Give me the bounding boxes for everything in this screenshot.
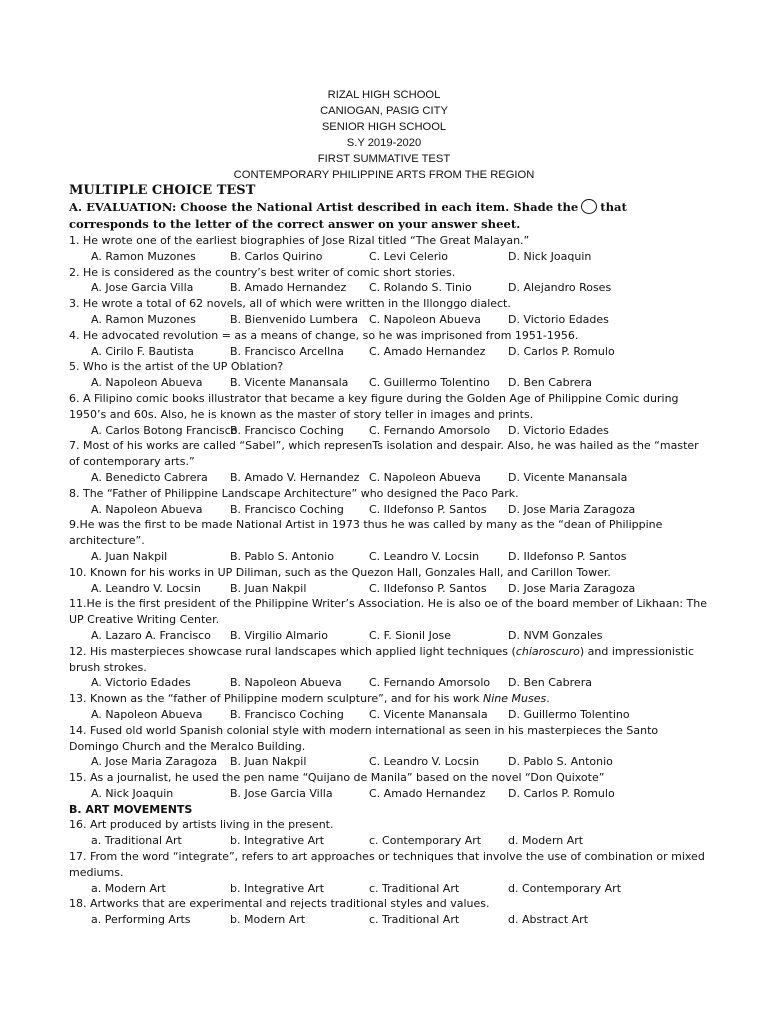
answer-option: A. Jose Maria Zaragoza bbox=[91, 755, 218, 769]
question-text: 1. He wrote one of the earliest biographies of Jose Rizal titled “The Great Malayan.” bbox=[69, 234, 530, 247]
answer-option: B. Virgilio Almario bbox=[230, 628, 328, 642]
answer-option: D. Vicente Manansala bbox=[508, 470, 628, 484]
school-year: S.Y 2019-2020 bbox=[346, 137, 422, 149]
answer-option: C. F. Sionil Jose bbox=[369, 628, 452, 642]
answer-option: D. Alejandro Roses bbox=[508, 281, 612, 295]
answer-options bbox=[69, 249, 709, 265]
question-text: 4. He advocated revolution = as a means of change, so he was imprisoned from 1951-1956. bbox=[69, 328, 579, 342]
answer-option: B. Bienvenido Lumbera bbox=[230, 312, 359, 326]
answer-option: B. Amado Hernandez bbox=[230, 281, 347, 295]
question-text: 18. Artworks that are experimental and rejects traditional styles and values. bbox=[69, 897, 490, 911]
question-text-part: ) and impressionistic brush strokes. bbox=[69, 644, 695, 674]
answer-option: A. Jose Garcia Villa bbox=[91, 281, 194, 295]
answer-option: B. Vicente Manansala bbox=[230, 376, 349, 390]
answer-option: B. Juan Nakpil bbox=[230, 581, 307, 595]
answer-option: C. Leandro V. Locsin bbox=[369, 549, 480, 563]
answer-option: C. Leandro V. Locsin bbox=[369, 755, 480, 769]
question-text bbox=[69, 644, 709, 676]
answer-option: C. Levi Celerio bbox=[369, 249, 449, 263]
answer-option: c. Traditional Art bbox=[369, 913, 460, 927]
answer-option: D. Jose Maria Zaragoza bbox=[508, 502, 636, 516]
answer-option: C. Amado Hernandez bbox=[369, 344, 486, 358]
answer-options bbox=[69, 280, 709, 296]
question-text-part: 12. His masterpieces showcase rural landscapes which applied light techniques ( bbox=[69, 644, 516, 658]
answer-option: B. Francisco Arcellna bbox=[230, 344, 344, 358]
answer-option: d. Abstract Art bbox=[508, 913, 589, 927]
document-header bbox=[0, 87, 768, 183]
answer-option: D. Pablo S. Antonio bbox=[508, 755, 613, 769]
answer-option: A. Lazaro A. Francisco bbox=[91, 628, 211, 642]
answer-option: A. Ramon Muzones bbox=[91, 249, 196, 263]
question-italic-title: chiaroscuro bbox=[515, 644, 580, 658]
question-text: 17. From the word “integrate”, refers to art approaches or techniques that involve the use of combination or mixed mediums. bbox=[69, 850, 705, 879]
answer-options bbox=[69, 912, 709, 928]
answer-option: C. Fernando Amorsolo bbox=[369, 676, 491, 690]
instruction-part-1: A. EVALUATION: Choose the National Artist described in each item. Shade the bbox=[69, 200, 579, 214]
question-text: 8. The “Father of Philippine Landscape Architecture” who designed the Paco Park. bbox=[69, 486, 519, 500]
answer-options bbox=[69, 628, 709, 644]
answer-option: D. Victorio Edades bbox=[508, 423, 609, 437]
section-b-questions bbox=[69, 817, 709, 928]
answer-option: C. Vicente Manansala bbox=[369, 707, 488, 721]
answer-options bbox=[69, 786, 709, 802]
question-text: 7. Most of his works are called “Sabel”, which represenTs isolation and despair. Also, he was hailed as the “master of contemporary arts.” bbox=[69, 439, 699, 469]
answer-option: D. NVM Gonzales bbox=[508, 628, 603, 642]
test-name: FIRST SUMMATIVE TEST bbox=[317, 153, 451, 165]
answer-bubble-icon bbox=[581, 199, 597, 214]
answer-option: A. Victorio Edades bbox=[91, 676, 191, 690]
answer-option: B. Francisco Coching bbox=[230, 707, 344, 721]
question-text: 5. Who is the artist of the UP Oblation? bbox=[69, 360, 284, 374]
answer-option: B. Amado V. Hernandez bbox=[230, 470, 360, 484]
subject-name: CONTEMPORARY PHILIPPINE ARTS FROM THE REGION bbox=[233, 169, 535, 181]
school-level: SENIOR HIGH SCHOOL bbox=[321, 121, 447, 133]
answer-option: A. Benedicto Cabrera bbox=[91, 470, 208, 484]
answer-option: C. Fernando Amorsolo bbox=[369, 423, 491, 437]
answer-option: A. Juan Nakpil bbox=[91, 549, 168, 563]
answer-options bbox=[69, 375, 709, 391]
answer-option: B. Carlos Quirino bbox=[230, 249, 323, 263]
answer-option: a. Modern Art bbox=[91, 881, 166, 895]
answer-option: C. Ildefonso P. Santos bbox=[369, 581, 487, 595]
answer-option: B. Francisco Coching bbox=[230, 502, 344, 516]
question-text: 14. Fused old world Spanish colonial style with modern international as seen in his masterpieces the Santo Domingo Church and the Meralco Building. bbox=[69, 723, 659, 753]
answer-option: a. Performing Arts bbox=[91, 913, 191, 927]
answer-option: D. Carlos P. Romulo bbox=[508, 786, 615, 800]
question-text bbox=[69, 691, 709, 707]
answer-option: C. Guillermo Tolentino bbox=[369, 376, 490, 390]
answer-option: C. Napoleon Abueva bbox=[369, 470, 481, 484]
answer-option: D. Victorio Edades bbox=[508, 312, 609, 326]
answer-options bbox=[69, 549, 709, 565]
answer-option: c. Traditional Art bbox=[369, 881, 460, 895]
answer-option: D. Jose Maria Zaragoza bbox=[508, 581, 636, 595]
answer-option: C. Rolando S. Tinio bbox=[369, 281, 472, 295]
answer-option: B. Napoleon Abueva bbox=[230, 676, 342, 690]
school-address: CANIOGAN, PASIG CITY bbox=[320, 105, 448, 117]
answer-option: B. Pablo S. Antonio bbox=[230, 549, 334, 563]
answer-option: A. Napoleon Abueva bbox=[91, 707, 203, 721]
school-name: RIZAL HIGH SCHOOL bbox=[327, 89, 441, 101]
answer-options bbox=[69, 581, 709, 597]
answer-option: b. Integrative Art bbox=[230, 881, 325, 895]
answer-option: D. Ildefonso P. Santos bbox=[508, 549, 627, 563]
answer-option: A. Napoleon Abueva bbox=[91, 376, 203, 390]
section-b-title: B. ART MOVEMENTS bbox=[69, 802, 193, 816]
answer-options bbox=[69, 502, 709, 518]
answer-option: A. Cirilo F. Bautista bbox=[91, 344, 194, 358]
answer-options bbox=[69, 312, 709, 328]
answer-option: B. Juan Nakpil bbox=[230, 755, 307, 769]
answer-option: B. Jose Garcia Villa bbox=[230, 786, 333, 800]
section-a-instruction bbox=[69, 199, 709, 233]
section-a-questions bbox=[69, 233, 709, 802]
answer-options bbox=[69, 423, 709, 439]
answer-options bbox=[69, 344, 709, 360]
answer-option: D. Ben Cabrera bbox=[508, 676, 592, 690]
answer-option: b. Modern Art bbox=[230, 913, 306, 927]
answer-option: a. Traditional Art bbox=[91, 834, 182, 848]
answer-options bbox=[69, 707, 709, 723]
test-content bbox=[69, 182, 709, 928]
question-text: 16. Art produced by artists living in the present. bbox=[69, 818, 334, 832]
question-text-part: 13. Known as the “father of Philippine modern sculpture”, and for his work bbox=[69, 692, 483, 706]
answer-option: A. Carlos Botong Francisco bbox=[91, 423, 238, 437]
answer-option: D. Ben Cabrera bbox=[508, 376, 592, 390]
answer-option: c. Contemporary Art bbox=[369, 834, 482, 848]
answer-option: d. Contemporary Art bbox=[508, 881, 622, 895]
answer-option: b. Integrative Art bbox=[230, 834, 325, 848]
question-text: 6. A Filipino comic books illustrator that became a key figure during the Golden Age of Philippine Comic during 1950’s and 60s. Also, he is known as the master of story teller in images and prints. bbox=[69, 391, 679, 421]
question-italic-title: Nine Muses bbox=[483, 692, 547, 706]
answer-option: D. Nick Joaquin bbox=[508, 249, 592, 263]
question-text: 3. He wrote a total of 62 novels, all of which were written in the Illonggo dialect. bbox=[69, 297, 511, 311]
question-text: 10. Known for his works in UP Diliman, such as the Quezon Hall, Gonzales Hall, and Carillon Tower. bbox=[69, 565, 611, 579]
answer-option: d. Modern Art bbox=[508, 834, 584, 848]
answer-option: D. Guillermo Tolentino bbox=[508, 707, 630, 721]
question-text-part: . bbox=[546, 692, 550, 706]
answer-option: A. Ramon Muzones bbox=[91, 312, 196, 326]
answer-option: D. Carlos P. Romulo bbox=[508, 344, 615, 358]
answer-options bbox=[69, 833, 709, 849]
answer-option: C. Napoleon Abueva bbox=[369, 312, 481, 326]
answer-options bbox=[69, 470, 709, 486]
question-text: 9.He was the first to be made National Artist in 1973 thus he was called by many as the “dean of Philippine architecture”. bbox=[69, 518, 663, 548]
question-text: 2. He is considered as the country’s best writer of comic short stories. bbox=[69, 265, 456, 279]
answer-option: A. Nick Joaquin bbox=[91, 786, 174, 800]
question-text: 11.He is the first president of the Philippine Writer’s Association. He is also oe of the board member of Likhaan: The UP Creative Writing Center. bbox=[69, 597, 707, 627]
answer-option: C. Amado Hernandez bbox=[369, 786, 486, 800]
answer-option: A. Napoleon Abueva bbox=[91, 502, 203, 516]
answer-option: A. Leandro V. Locsin bbox=[91, 581, 201, 595]
test-title: MULTIPLE CHOICE TEST bbox=[69, 183, 256, 198]
answer-option: B. Francisco Coching bbox=[230, 423, 344, 437]
answer-options bbox=[69, 675, 709, 691]
instruction-part-2: that corresponds to the letter of the correct answer on your answer sheet. bbox=[69, 200, 627, 231]
answer-options bbox=[69, 881, 709, 897]
answer-options bbox=[69, 754, 709, 770]
question-text: 15. As a journalist, he used the pen name “Quijano de Manila” based on the novel “Don Quixote” bbox=[69, 771, 605, 785]
answer-option: C. Ildefonso P. Santos bbox=[369, 502, 487, 516]
